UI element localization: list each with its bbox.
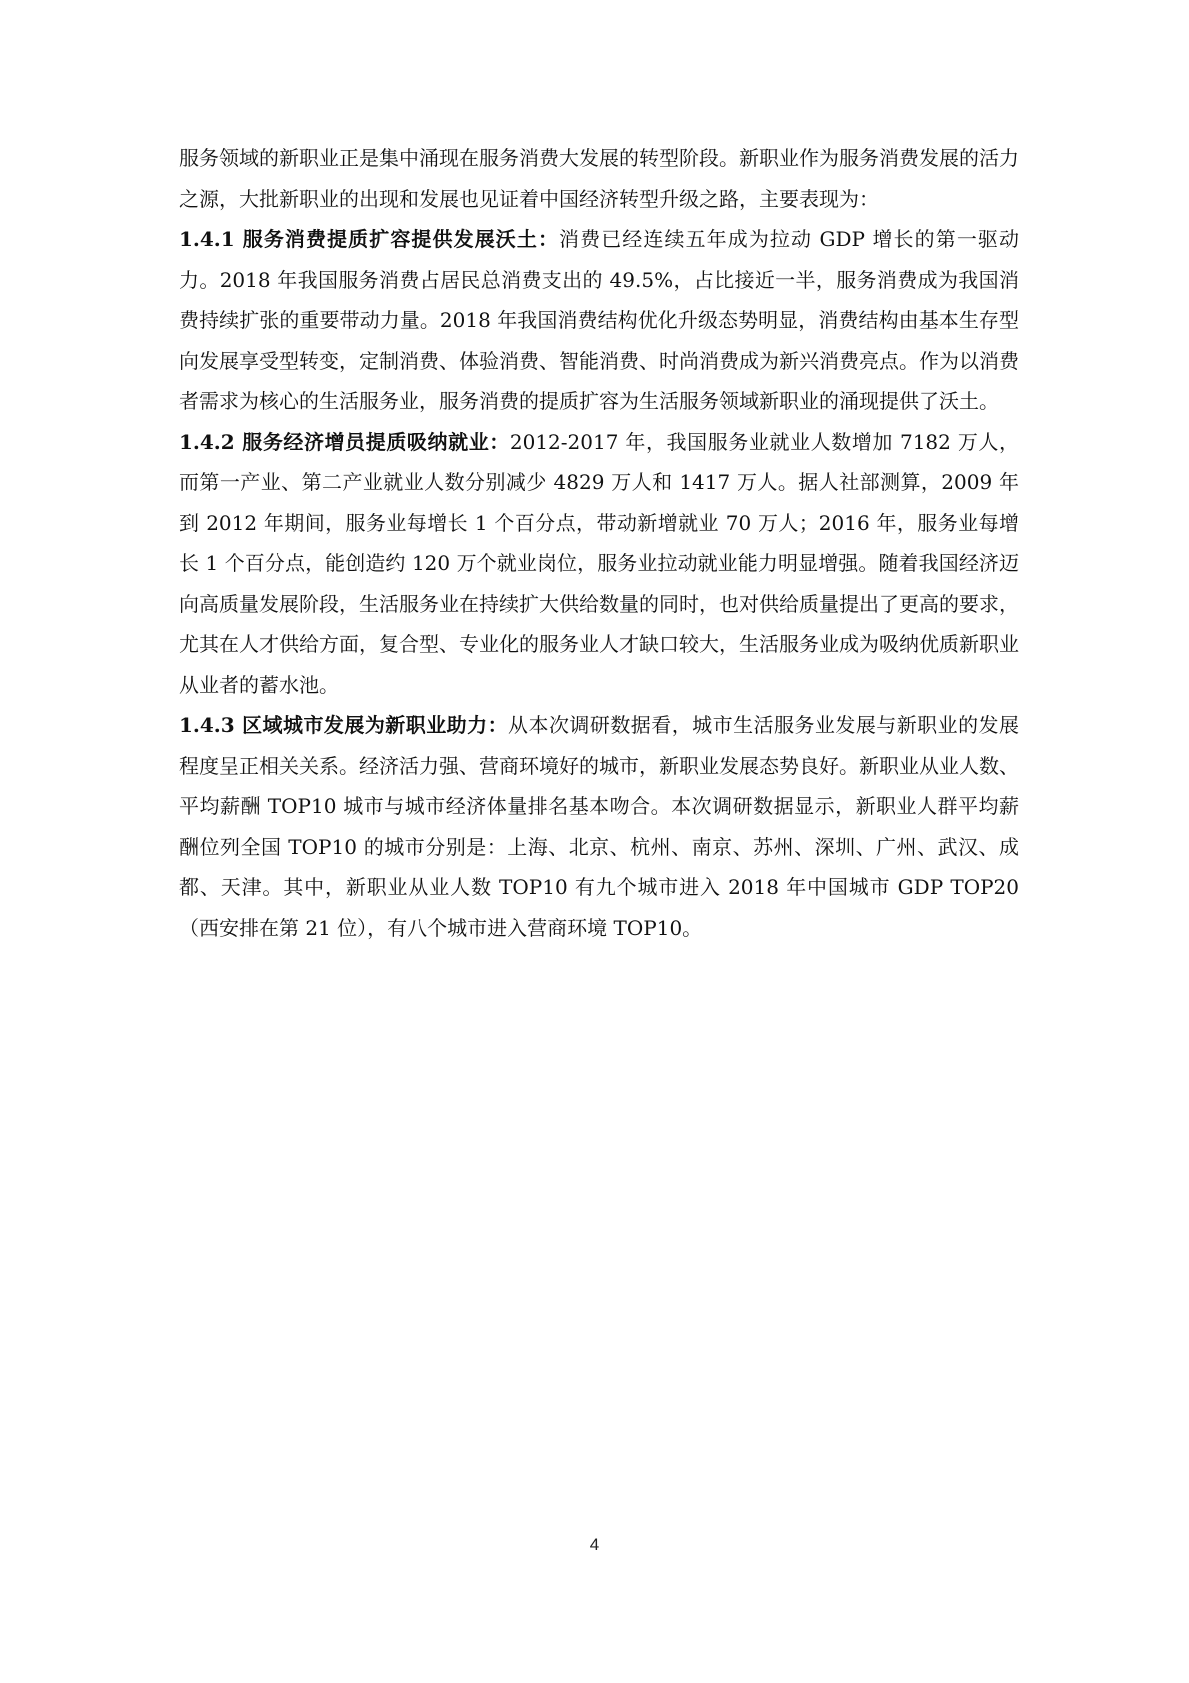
- section-1-4-1-paragraph: [179, 219, 1019, 422]
- section-1-4-2-paragraph: [179, 422, 1019, 706]
- body-text: [179, 138, 1019, 948]
- section-1-4-1-heading: 1.4.1 服务消费提质扩容提供发展沃土：: [179, 227, 560, 251]
- section-1-4-1-text: 消费已经连续五年成为拉动 GDP 增长的第一驱动力。2018 年我国服务消费占居民总消费支出的 49.5%，占比接近一半，服务消费成为我国消费持续扩张的重要带动力量。2018 年我国消费结构优化升级态势明显，消费结构由基本生存型向发展享受型转变，定制消费、体验消费、智能消费、时尚消费成为新兴消费亮点。作为以消费者需求为核心的生活服务业，服务消费的提质扩容为生活服务领域新职业的涌现提供了沃土。: [179, 227, 1019, 413]
- section-1-4-2-heading: 1.4.2 服务经济增员提质吸纳就业：: [179, 429, 510, 454]
- section-1-4-3-heading: 1.4.3 区域城市发展为新职业助力：: [179, 713, 509, 737]
- section-1-4-3-text: 从本次调研数据看，城市生活服务业发展与新职业的发展程度呈正相关关系。经济活力强、营商环境好的城市，新职业发展态势良好。新职业从业人数、平均薪酬 TOP10 城市与城市经济体量排名基本吻合。本次调研数据显示，新职业人群平均薪酬位列全国 TOP10 的城市分别是：上海、北京、杭州、南京、苏州、深圳、广州、武汉、成都、天津。其中，新职业从业人数 TOP10 有九个城市进入 2018 年中国城市 GDP TOP20（西安排在第 21 位），有八个城市进入营商环境 TOP10。: [179, 713, 1020, 940]
- intro-paragraph: [179, 138, 1019, 219]
- page-number: 4: [589, 1535, 600, 1554]
- intro-text: 服务领域的新职业正是集中涌现在服务消费大发展的转型阶段。新职业作为服务消费发展的活力之源，大批新职业的出现和发展也见证着中国经济转型升级之路，主要表现为：: [179, 146, 1019, 211]
- section-1-4-3-paragraph: [179, 705, 1019, 948]
- section-1-4-2-text: 2012-2017 年，我国服务业就业人数增加 7182 万人，而第一产业、第二产业就业人数分别减少 4829 万人和 1417 万人。据人社部测算，2009 年到 2012 年期间，服务业每增长 1 个百分点，带动新增就业 70 万人；2016 年，服务业每增长 1 个百分点，能创造约 120 万个就业岗位，服务业拉动就业能力明显增强。随着我国经济迈向高质量发展阶段，生活服务业在持续扩大供给数量的同时，也对供给质量提出了更高的要求，尤其在人才供给方面，复合型、专业化的服务业人才缺口较大，生活服务业成为吸纳优质新职业从业者的蓄水池。: [179, 429, 1019, 697]
